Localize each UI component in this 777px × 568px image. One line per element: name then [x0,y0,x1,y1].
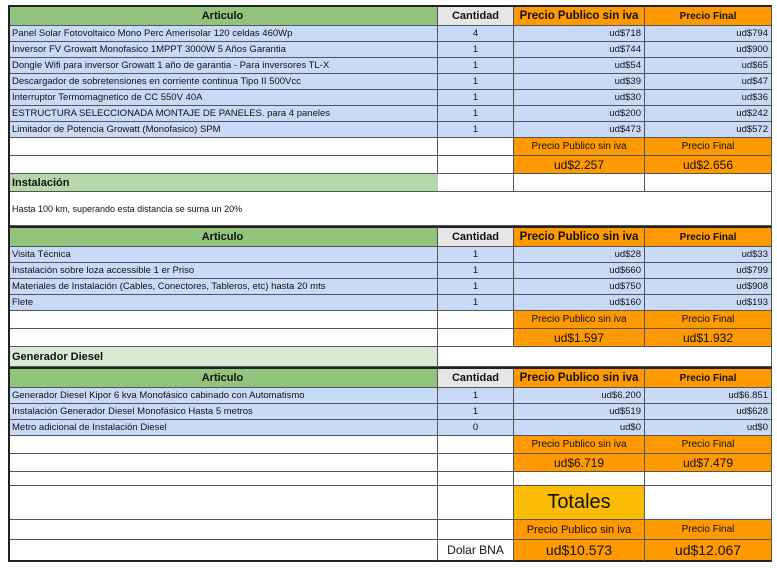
table-row [8,106,772,122]
spreadsheet [8,5,772,563]
item-precio-final[interactable]: ud$799 [645,263,772,279]
dolar-bna-label[interactable]: Dolar BNA [438,540,514,562]
table-row [8,26,772,42]
item-precio-publico[interactable]: ud$750 [514,279,645,295]
empty-cell[interactable] [438,311,514,329]
empty-cell[interactable] [438,347,772,367]
empty-cell[interactable] [645,174,772,192]
item-cantidad[interactable]: 0 [438,420,514,436]
header-precio-publico[interactable]: Precio Publico sin iva [514,5,645,26]
sheet-left-border [8,5,10,562]
item-precio-publico[interactable]: ud$473 [514,122,645,138]
empty-cell[interactable] [8,138,438,156]
empty-cell[interactable] [8,520,438,540]
item-articulo[interactable]: Inversor FV Growatt Monofasico 1MPPT 3000W 5 Años Garantia [8,42,438,58]
empty-cell[interactable] [8,540,438,562]
item-articulo[interactable]: Panel Solar Fotovoltaico Mono Perc Amerisolar 120 celdas 460Wp [8,26,438,42]
item-cantidad[interactable]: 1 [438,247,514,263]
item-precio-publico[interactable]: ud$30 [514,90,645,106]
totales-value-row [8,540,772,562]
header-precio-final[interactable]: Precio Final [645,367,772,388]
subtotal-publico-label[interactable]: Precio Publico sin iva [514,436,645,454]
table-row [8,42,772,58]
empty-cell[interactable] [8,311,438,329]
item-cantidad[interactable]: 1 [438,263,514,279]
section3-subtotal-label-row [8,436,772,454]
item-cantidad[interactable]: 1 [438,90,514,106]
instalacion-note[interactable]: Hasta 100 km, superando esta distancia se suma un 20% [8,192,772,226]
item-cantidad[interactable]: 1 [438,122,514,138]
item-articulo[interactable]: ESTRUCTURA SELECCIONADA MONTAJE DE PANELES. para 4 paneles [8,106,438,122]
item-articulo[interactable]: Visita Técnica [8,247,438,263]
totales-title-row [8,486,772,520]
item-articulo[interactable]: Materiales de Instalación (Cables, Conectores, Tableros, etc) hasta 20 mts [8,279,438,295]
subtotal-publico-value[interactable]: ud$6.719 [514,454,645,472]
item-precio-publico[interactable]: ud$0 [514,420,645,436]
section3-header-row [8,367,772,388]
empty-cell[interactable] [514,174,645,192]
item-precio-publico[interactable]: ud$200 [514,106,645,122]
item-cantidad[interactable]: 1 [438,42,514,58]
section1-subtotal-value-row [8,156,772,174]
section1-subtotal-label-row [8,138,772,156]
instalacion-title[interactable]: Instalación [8,174,438,192]
header-articulo[interactable]: Articulo [8,5,438,26]
item-precio-publico[interactable]: ud$718 [514,26,645,42]
subtotal-publico-value[interactable]: ud$1.597 [514,329,645,347]
item-precio-publico[interactable]: ud$744 [514,42,645,58]
item-precio-publico[interactable]: ud$6.200 [514,388,645,404]
table-row [8,58,772,74]
totales-label-row [8,520,772,540]
total-publico-value[interactable]: ud$10.573 [514,540,645,562]
item-precio-final[interactable]: ud$908 [645,279,772,295]
empty-cell[interactable] [438,472,514,486]
totales-title[interactable]: Totales [514,486,645,520]
item-precio-final[interactable]: ud$0 [645,420,772,436]
table-row [8,247,772,263]
empty-cell[interactable] [645,472,772,486]
item-precio-final[interactable]: ud$36 [645,90,772,106]
empty-cell[interactable] [8,156,438,174]
item-cantidad[interactable]: 1 [438,74,514,90]
table-row [8,90,772,106]
header-precio-final[interactable]: Precio Final [645,5,772,26]
empty-cell[interactable] [8,436,438,454]
empty-cell[interactable] [645,486,772,520]
empty-cell[interactable] [438,436,514,454]
empty-cell[interactable] [438,454,514,472]
item-cantidad[interactable]: 1 [438,295,514,311]
empty-cell[interactable] [438,329,514,347]
section2-header-row [8,226,772,247]
item-precio-publico[interactable]: ud$39 [514,74,645,90]
item-articulo[interactable]: Limitador de Potencia Growatt (Monofasico) SPM [8,122,438,138]
item-precio-final[interactable]: ud$6.851 [645,388,772,404]
generador-title-row [8,347,772,367]
item-cantidad[interactable]: 1 [438,388,514,404]
empty-cell[interactable] [438,156,514,174]
table-row [8,420,772,436]
item-precio-publico[interactable]: ud$660 [514,263,645,279]
empty-cell[interactable] [8,329,438,347]
item-precio-publico[interactable]: ud$54 [514,58,645,74]
table-row [8,74,772,90]
section3-subtotal-value-row [8,454,772,472]
subtotal-final-label[interactable]: Precio Final [645,138,772,156]
item-precio-final[interactable]: ud$33 [645,247,772,263]
item-cantidad[interactable]: 1 [438,106,514,122]
totales-publico-label[interactable]: Precio Publico sin iva [514,520,645,540]
item-articulo[interactable]: Instalación Generador Diesel Monofásico Hasta 5 metros [8,404,438,420]
header-cantidad[interactable]: Cantidad [438,226,514,247]
empty-cell[interactable] [438,486,514,520]
item-articulo[interactable]: Descargador de sobretensiones en corriente continua Tipo II 500Vcc [8,74,438,90]
subtotal-publico-label[interactable]: Precio Publico sin iva [514,311,645,329]
subtotal-final-value[interactable]: ud$1.932 [645,329,772,347]
instalacion-title-row [8,174,772,192]
item-precio-final[interactable]: ud$193 [645,295,772,311]
totales-final-label[interactable]: Precio Final [645,520,772,540]
header-cantidad[interactable]: Cantidad [438,5,514,26]
item-precio-final[interactable]: ud$794 [645,26,772,42]
empty-cell[interactable] [438,520,514,540]
item-articulo[interactable]: Dongle Wifi para inversor Growatt 1 año de garantia - Para inversores TL-X [8,58,438,74]
item-articulo[interactable]: Metro adicional de Instalación Diesel [8,420,438,436]
empty-cell[interactable] [438,174,514,192]
item-articulo[interactable]: Generador Diesel Kipor 6 kva Monofásico cabinado con Automatismo [8,388,438,404]
subtotal-publico-value[interactable]: ud$2.257 [514,156,645,174]
header-articulo[interactable]: Articulo [8,226,438,247]
item-precio-publico[interactable]: ud$160 [514,295,645,311]
table-row [8,122,772,138]
table-row [8,263,772,279]
subtotal-final-label[interactable]: Precio Final [645,436,772,454]
header-precio-publico[interactable]: Precio Publico sin iva [514,367,645,388]
item-precio-final[interactable]: ud$65 [645,58,772,74]
item-precio-publico[interactable]: ud$519 [514,404,645,420]
item-precio-final[interactable]: ud$900 [645,42,772,58]
section2-subtotal-label-row [8,311,772,329]
empty-cell[interactable] [8,454,438,472]
table-row [8,279,772,295]
section1-header-row [8,5,772,26]
table-row [8,404,772,420]
item-cantidad[interactable]: 1 [438,279,514,295]
section2-subtotal-value-row [8,329,772,347]
subtotal-final-value[interactable]: ud$2.656 [645,156,772,174]
item-articulo[interactable]: Interruptor Termomagnetico de CC 550V 40A [8,90,438,106]
table-row [8,388,772,404]
generador-title[interactable]: Generador Diesel [8,347,438,367]
header-precio-publico[interactable]: Precio Publico sin iva [514,226,645,247]
instalacion-note-row [8,192,772,226]
item-articulo[interactable]: Instalación sobre loza accessible 1 er Priso [8,263,438,279]
item-precio-publico[interactable]: ud$28 [514,247,645,263]
header-precio-final[interactable]: Precio Final [645,226,772,247]
empty-cell[interactable] [8,486,438,520]
item-precio-final[interactable]: ud$47 [645,74,772,90]
item-precio-final[interactable]: ud$572 [645,122,772,138]
item-articulo[interactable]: Flete [8,295,438,311]
item-precio-final[interactable]: ud$628 [645,404,772,420]
subtotal-final-value[interactable]: ud$7.479 [645,454,772,472]
empty-cell[interactable] [438,138,514,156]
total-final-value[interactable]: ud$12.067 [645,540,772,562]
empty-cell[interactable] [514,472,645,486]
header-articulo[interactable]: Articulo [8,367,438,388]
spacer-row [8,472,772,486]
subtotal-publico-label[interactable]: Precio Publico sin iva [514,138,645,156]
table-row [8,295,772,311]
header-cantidad[interactable]: Cantidad [438,367,514,388]
item-cantidad[interactable]: 1 [438,404,514,420]
subtotal-final-label[interactable]: Precio Final [645,311,772,329]
empty-cell[interactable] [8,472,438,486]
item-cantidad[interactable]: 4 [438,26,514,42]
item-precio-final[interactable]: ud$242 [645,106,772,122]
item-cantidad[interactable]: 1 [438,58,514,74]
